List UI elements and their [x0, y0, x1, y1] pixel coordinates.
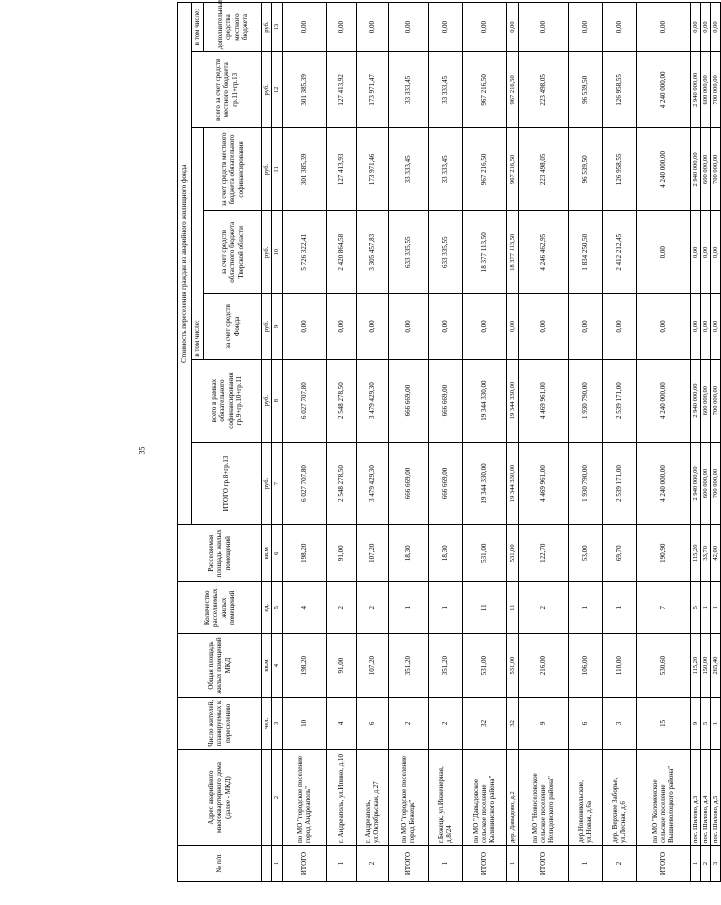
value-cell: 600 000,00	[700, 442, 710, 525]
value-cell: 33 333,45	[428, 128, 462, 211]
value-cell: 223 498,05	[518, 128, 568, 211]
value-cell: 4 240 000,00	[636, 128, 690, 211]
value-cell: 0,00	[506, 294, 518, 359]
value-cell: 531,00	[506, 634, 518, 697]
value-cell: 32	[506, 697, 518, 749]
table-row	[690, 3, 700, 882]
value-cell: 0,00	[700, 211, 710, 294]
value-cell: 633 335,55	[388, 211, 428, 294]
value-cell: 0,00	[462, 294, 506, 359]
row-number-cell: 1	[568, 846, 602, 882]
address-cell: пос. Шилово, д.5	[710, 750, 720, 846]
value-cell: 190,90	[636, 525, 690, 582]
value-cell: 4 240 000,00	[636, 359, 690, 442]
value-cell: 531,00	[462, 634, 506, 697]
row-number-cell: 2	[602, 846, 636, 882]
value-cell: 2 412 212,45	[602, 211, 636, 294]
value-cell: 1	[428, 582, 462, 634]
unit-cell-4: кв.м	[262, 634, 272, 697]
value-cell: 6	[568, 697, 602, 749]
value-cell: 600 000,00	[700, 128, 710, 211]
row-number-cell: ИТОГО	[636, 846, 690, 882]
value-cell: 633 335,55	[428, 211, 462, 294]
value-cell: 2 420 864,58	[326, 211, 356, 294]
value-cell: 967 216,50	[462, 128, 506, 211]
row-number-cell: 2	[700, 846, 710, 882]
address-cell: по МО "городское поселение город Бежецк"	[388, 750, 428, 846]
unit-cell-12: руб.	[262, 52, 272, 128]
value-cell: 9	[518, 697, 568, 749]
value-cell: 106,00	[568, 634, 602, 697]
value-cell: 115,20	[690, 634, 700, 697]
value-cell: 107,20	[356, 634, 388, 697]
value-cell: 530,60	[636, 634, 690, 697]
value-cell: 301 385,39	[282, 128, 326, 211]
value-cell: 2	[428, 697, 462, 749]
header-total: ИТОГО гр.8+гр.13	[192, 442, 262, 525]
address-cell: пос. Шилово, д.3	[690, 750, 700, 846]
value-cell: 666 669,00	[388, 359, 428, 442]
value-cell: 0,00	[462, 3, 506, 52]
value-cell: 531,00	[462, 525, 506, 582]
value-cell: 0,00	[428, 294, 462, 359]
value-cell: 2	[388, 697, 428, 749]
column-numbers-row	[272, 3, 282, 882]
header-regional: за счет средств областного бюджета Тверской области	[204, 211, 262, 294]
value-cell: 1	[388, 582, 428, 634]
value-cell: 91,00	[326, 634, 356, 697]
total-row	[518, 3, 568, 882]
value-cell: 216,00	[518, 634, 568, 697]
value-cell: 18 377 113,50	[462, 211, 506, 294]
value-cell: 11	[462, 582, 506, 634]
table-row	[428, 3, 462, 882]
value-cell: 33,70	[700, 525, 710, 582]
address-cell: дер. Верхнее Заборье, ул.Лесная, д.6	[602, 750, 636, 846]
value-cell: 1	[602, 582, 636, 634]
column-number-cell-9: 9	[272, 294, 282, 359]
value-cell: 700 000,00	[710, 52, 720, 128]
value-cell: 2 548 278,50	[326, 359, 356, 442]
value-cell: 42,00	[710, 525, 720, 582]
total-row	[282, 3, 326, 882]
header-residents: Число жителей, планируемых к переселению	[178, 697, 262, 749]
value-cell: 1 930 790,00	[568, 442, 602, 525]
value-cell: 3 479 429,30	[356, 442, 388, 525]
row-number-cell: 2	[356, 846, 388, 882]
value-cell: 33 333,45	[388, 52, 428, 128]
header-including2: в том числе:	[192, 3, 204, 52]
value-cell: 2	[518, 582, 568, 634]
value-cell: 33 333,45	[388, 128, 428, 211]
column-number-cell-12: 12	[272, 52, 282, 128]
page-number: 35	[137, 446, 147, 455]
value-cell: 2	[326, 582, 356, 634]
value-cell: 7	[636, 582, 690, 634]
value-cell: 0,00	[602, 3, 636, 52]
header-cost-group: Стоимость переселения граждан из аварийного жилищного фонда	[178, 3, 192, 525]
value-cell: 1	[710, 582, 720, 634]
value-cell: 96 539,50	[568, 52, 602, 128]
header-fund: за счет средств Фонда	[204, 294, 262, 359]
value-cell: 0,00	[710, 294, 720, 359]
value-cell: 0,00	[636, 3, 690, 52]
value-cell: 700 000,00	[710, 359, 720, 442]
value-cell: 0,00	[710, 3, 720, 52]
value-cell: 32	[462, 697, 506, 749]
value-cell: 198,20	[282, 634, 326, 697]
value-cell: 18,30	[428, 525, 462, 582]
value-cell: 19 344 330,00	[506, 442, 518, 525]
table-body	[282, 3, 720, 882]
value-cell: 0,00	[518, 3, 568, 52]
value-cell: 107,20	[356, 525, 388, 582]
value-cell: 6 027 707,80	[282, 442, 326, 525]
header-area: Общая площадь жилых помещений МКД	[178, 634, 262, 697]
value-cell: 4 469 961,00	[518, 442, 568, 525]
value-cell: 9	[690, 697, 700, 749]
value-cell: 0,00	[568, 3, 602, 52]
row-number-cell: ИТОГО	[462, 846, 506, 882]
value-cell: 110,00	[602, 634, 636, 697]
address-cell: по МО "Коломенское сельское поселение Вышневолоцкого района"	[636, 750, 690, 846]
header-local-total: всего за счет средств местного бюджета гр.11+гр.13	[192, 52, 262, 128]
table-row	[326, 3, 356, 882]
row-number-cell: 1	[506, 846, 518, 882]
row-number-cell: 1	[428, 846, 462, 882]
row-number-cell: ИТОГО	[388, 846, 428, 882]
address-cell: г.Бежецк, ул.Инженерная, д.8/24	[428, 750, 462, 846]
value-cell: 53,00	[568, 525, 602, 582]
table-row	[356, 3, 388, 882]
value-cell: 4 246 462,95	[518, 211, 568, 294]
column-number-cell-5: 5	[272, 582, 282, 634]
value-cell: 967 216,50	[506, 128, 518, 211]
value-cell: 1	[568, 582, 602, 634]
value-cell: 126 958,55	[602, 128, 636, 211]
column-number-cell-2: 2	[272, 750, 282, 846]
value-cell: 0,00	[518, 294, 568, 359]
value-cell: 2 539 171,00	[602, 359, 636, 442]
value-cell: 198,20	[282, 525, 326, 582]
value-cell: 967 216,50	[462, 52, 506, 128]
unit-cell-7: руб.	[262, 442, 272, 525]
value-cell: 115,20	[690, 525, 700, 582]
value-cell: 0,00	[282, 3, 326, 52]
column-number-cell-1: 1	[272, 846, 282, 882]
header-address: Адрес аварийного многоквартирного дома (далее - МКД)	[178, 750, 262, 846]
value-cell: 967 216,50	[506, 52, 518, 128]
column-number-cell-3: 3	[272, 697, 282, 749]
value-cell: 0,00	[690, 211, 700, 294]
header-mandatory: всего в рамках обязательного софинансирования гр.9+гр.10+гр.11	[192, 359, 262, 442]
table-row	[710, 3, 720, 882]
value-cell: 0,00	[636, 294, 690, 359]
address-cell: по МО "городское поселение город Андреаполь"	[282, 750, 326, 846]
value-cell: 531,00	[506, 525, 518, 582]
value-cell: 96 539,50	[568, 128, 602, 211]
value-cell: 0,00	[636, 211, 690, 294]
header-count: Количество расселяемых жилых помещений	[178, 582, 262, 634]
header-resettled-area: Расселяемая площадь жилых помещений	[178, 525, 262, 582]
value-cell: 4 469 961,00	[518, 359, 568, 442]
address-cell: дер.Новоникольские, ул.Новая, д.6а	[568, 750, 602, 846]
row-number-cell: ИТОГО	[282, 846, 326, 882]
value-cell: 301 385,39	[282, 52, 326, 128]
address-cell: пос. Шилово, д.4	[700, 750, 710, 846]
total-row	[388, 3, 428, 882]
unit-cell-2	[262, 750, 272, 846]
total-row	[636, 3, 690, 882]
value-cell: 3	[602, 697, 636, 749]
value-cell: 0,00	[568, 294, 602, 359]
value-cell: 0,00	[700, 3, 710, 52]
value-cell: 5	[700, 697, 710, 749]
value-cell: 127 413,93	[326, 128, 356, 211]
value-cell: 1 834 250,50	[568, 211, 602, 294]
value-cell: 666 669,00	[388, 442, 428, 525]
value-cell: 2 940 000,00	[690, 52, 700, 128]
value-cell: 0,00	[700, 294, 710, 359]
resettlement-cost-table	[177, 0, 719, 882]
value-cell: 666 669,00	[428, 359, 462, 442]
value-cell: 265,40	[710, 634, 720, 697]
value-cell: 19 344 330,00	[506, 359, 518, 442]
unit-cell-1	[262, 846, 272, 882]
value-cell: 0,00	[356, 3, 388, 52]
value-cell: 18,30	[388, 525, 428, 582]
value-cell: 0,00	[428, 3, 462, 52]
value-cell: 0,00	[506, 3, 518, 52]
value-cell: 223 498,05	[518, 52, 568, 128]
cost-table	[177, 2, 721, 882]
unit-cell-6: кв.м	[262, 525, 272, 582]
value-cell: 6 027 707,80	[282, 359, 326, 442]
column-number-cell-8: 8	[272, 359, 282, 442]
value-cell: 4 240 000,00	[636, 52, 690, 128]
value-cell: 0,00	[710, 211, 720, 294]
value-cell: 2 539 171,00	[602, 442, 636, 525]
value-cell: 600 000,00	[700, 359, 710, 442]
value-cell: 0,00	[388, 294, 428, 359]
address-cell: г. Андреаполь, ул.Октябрьская, д.27	[356, 750, 388, 846]
value-cell: 0,00	[602, 294, 636, 359]
value-cell: 3 305 457,83	[356, 211, 388, 294]
value-cell: 91,00	[326, 525, 356, 582]
unit-cell-8: руб.	[262, 359, 272, 442]
value-cell: 0,00	[388, 3, 428, 52]
value-cell: 351,20	[428, 634, 462, 697]
value-cell: 351,20	[388, 634, 428, 697]
value-cell: 173 971,46	[356, 128, 388, 211]
row-number-cell: 1	[326, 846, 356, 882]
value-cell: 0,00	[326, 294, 356, 359]
value-cell: 33 333,45	[428, 52, 462, 128]
value-cell: 0,00	[690, 3, 700, 52]
table-row	[506, 3, 518, 882]
value-cell: 3 479 429,30	[356, 359, 388, 442]
unit-cell-11: руб.	[262, 128, 272, 211]
value-cell: 150,00	[700, 634, 710, 697]
value-cell: 19 344 330,00	[462, 442, 506, 525]
value-cell: 173 971,47	[356, 52, 388, 128]
value-cell: 2 940 000,00	[690, 359, 700, 442]
unit-cell-9: руб.	[262, 294, 272, 359]
value-cell: 2 940 000,00	[690, 128, 700, 211]
units-row	[262, 3, 272, 882]
value-cell: 19 344 330,00	[462, 359, 506, 442]
value-cell: 15	[636, 697, 690, 749]
address-cell: дер. Давыдово, д.2	[506, 750, 518, 846]
column-number-cell-13: 13	[272, 3, 282, 52]
unit-cell-10: руб.	[262, 211, 272, 294]
header-additional: дополнительные средства местного бюджета	[204, 3, 262, 52]
value-cell: 126 958,55	[602, 52, 636, 128]
value-cell: 122,70	[518, 525, 568, 582]
value-cell: 2 548 278,50	[326, 442, 356, 525]
value-cell: 0,00	[326, 3, 356, 52]
address-cell: по МО "Новоселовское сельское поселение Нелидовского района"	[518, 750, 568, 846]
unit-cell-13: руб.	[262, 3, 272, 52]
value-cell: 0,00	[690, 294, 700, 359]
address-cell: г. Андреаполь, ул.Ипино, д.10	[326, 750, 356, 846]
header-local-mandatory: за счет средств местного бюджета обязательного софинансирования	[204, 128, 262, 211]
value-cell: 5 726 322,41	[282, 211, 326, 294]
header-num: № п/п	[178, 846, 262, 882]
column-number-cell-11: 11	[272, 128, 282, 211]
value-cell: 6	[356, 697, 388, 749]
value-cell: 600 000,00	[700, 52, 710, 128]
value-cell: 0,00	[282, 294, 326, 359]
table-row	[700, 3, 710, 882]
table-row	[602, 3, 636, 882]
column-number-cell-10: 10	[272, 211, 282, 294]
column-number-cell-4: 4	[272, 634, 282, 697]
value-cell: 2	[356, 582, 388, 634]
value-cell: 666 669,00	[428, 442, 462, 525]
value-cell: 4 240 000,00	[636, 442, 690, 525]
value-cell: 1	[700, 582, 710, 634]
row-number-cell: 3	[710, 846, 720, 882]
value-cell: 69,70	[602, 525, 636, 582]
value-cell: 11	[506, 582, 518, 634]
value-cell: 4	[326, 697, 356, 749]
total-row	[462, 3, 506, 882]
value-cell: 10	[282, 697, 326, 749]
value-cell: 0,00	[356, 294, 388, 359]
column-number-cell-6: 6	[272, 525, 282, 582]
unit-cell-5: ед.	[262, 582, 272, 634]
address-cell: по МО "Давыдовское сельское поселение Калининского района"	[462, 750, 506, 846]
value-cell: 1 930 790,00	[568, 359, 602, 442]
value-cell: 2 940 000,00	[690, 442, 700, 525]
unit-cell-3: чел.	[262, 697, 272, 749]
row-number-cell: 1	[690, 846, 700, 882]
value-cell: 700 000,00	[710, 128, 720, 211]
value-cell: 1	[710, 697, 720, 749]
row-number-cell: ИТОГО	[518, 846, 568, 882]
header-including: в том числе:	[192, 128, 204, 359]
table-row	[568, 3, 602, 882]
column-number-cell-7: 7	[272, 442, 282, 525]
value-cell: 4	[282, 582, 326, 634]
value-cell: 18 377 113,50	[506, 211, 518, 294]
value-cell: 127 413,92	[326, 52, 356, 128]
value-cell: 5	[690, 582, 700, 634]
value-cell: 700 000,00	[710, 442, 720, 525]
